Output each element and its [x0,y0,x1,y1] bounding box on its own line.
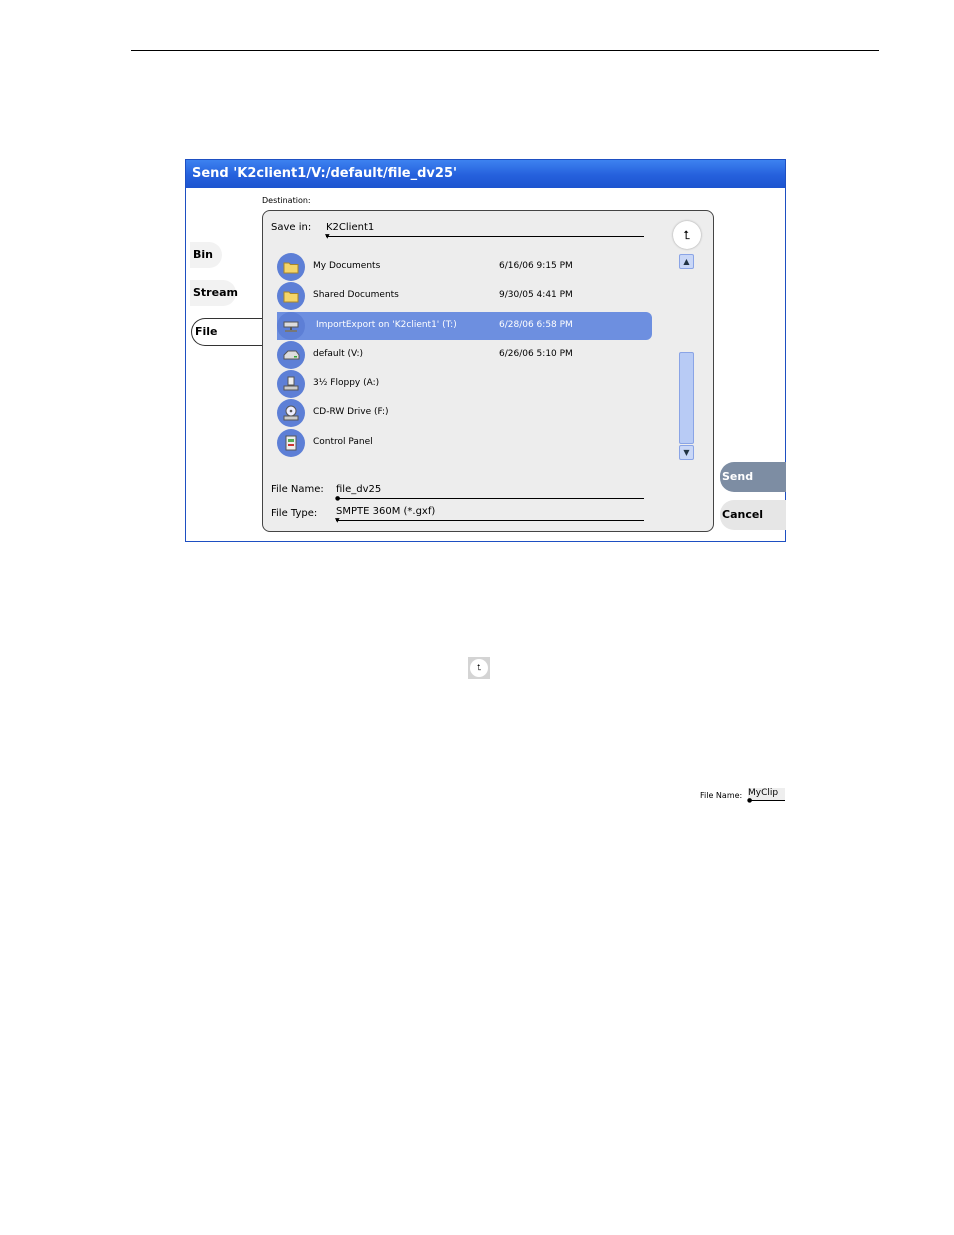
scroll-thumb[interactable] [679,352,694,444]
list-item[interactable] [277,282,652,310]
disk-drive-icon [277,341,305,369]
item-name: CD-RW Drive (F:) [313,407,389,417]
network-drive-icon [277,312,305,340]
tab-bin[interactable]: Bin [190,242,222,268]
up-one-level-button[interactable] [673,221,701,249]
file-name-input[interactable] [335,484,644,502]
list-item[interactable] [277,341,652,369]
tab-file[interactable]: File [191,318,267,346]
file-list [277,253,652,461]
example-file-name-label: File Name: [700,791,743,800]
send-dialog [185,159,786,542]
folder-icon [277,282,305,310]
item-name: Control Panel [313,437,373,447]
example-file-name-value: MyClip [748,788,779,798]
list-item[interactable] [277,399,652,427]
save-in-value: K2Client1 [326,222,375,233]
send-button[interactable]: Send [720,462,786,492]
control-panel-icon [277,429,305,457]
dropdown-caret-icon: ▼ [325,233,330,240]
item-date: 6/28/06 6:58 PM [499,320,573,330]
tab-stream[interactable]: Stream [190,280,236,306]
file-type-label: File Type: [271,508,318,519]
item-date: 9/30/05 4:41 PM [499,290,573,300]
list-scrollbar[interactable] [679,254,695,460]
list-item-selected[interactable] [277,312,652,340]
save-in-label: Save in: [271,222,312,233]
item-name: Shared Documents [313,290,399,300]
up-one-level-button-example [468,657,490,679]
up-arrow-icon: ⮤ [683,227,691,242]
item-name: ImportExport on 'K2client1' (T:) [316,320,457,330]
list-item[interactable] [277,370,652,398]
cd-drive-icon [277,399,305,427]
destination-label: Destination: [262,196,311,205]
example-file-name-field [747,788,785,804]
scroll-up-button[interactable]: ▲ [679,254,694,269]
item-name: default (V:) [313,349,364,359]
list-item[interactable] [277,429,652,457]
file-name-label: File Name: [271,484,324,495]
scroll-down-button[interactable]: ▼ [679,445,694,460]
file-type-value: SMPTE 360M (*.gxf) [336,506,436,517]
text-caret-icon: ● [747,797,753,804]
dialog-title: Send 'K2client1/V:/default/file_dv25' [186,160,785,188]
destination-panel [262,210,714,532]
folder-icon [277,253,305,281]
page-top-rule [131,50,879,51]
cancel-button[interactable]: Cancel [720,500,786,530]
list-item[interactable] [277,253,652,281]
file-name-value: file_dv25 [336,484,382,495]
floppy-drive-icon [277,370,305,398]
file-type-dropdown[interactable] [335,506,644,524]
item-date: 6/26/06 5:10 PM [499,349,573,359]
item-name: My Documents [313,261,381,271]
item-name: 3½ Floppy (A:) [313,378,380,388]
text-caret-icon: ● [335,495,341,502]
item-date: 6/16/06 9:15 PM [499,261,573,271]
save-in-dropdown[interactable] [325,222,644,240]
up-arrow-icon: ⮤ [470,659,488,677]
dropdown-caret-icon: ▼ [335,517,340,524]
